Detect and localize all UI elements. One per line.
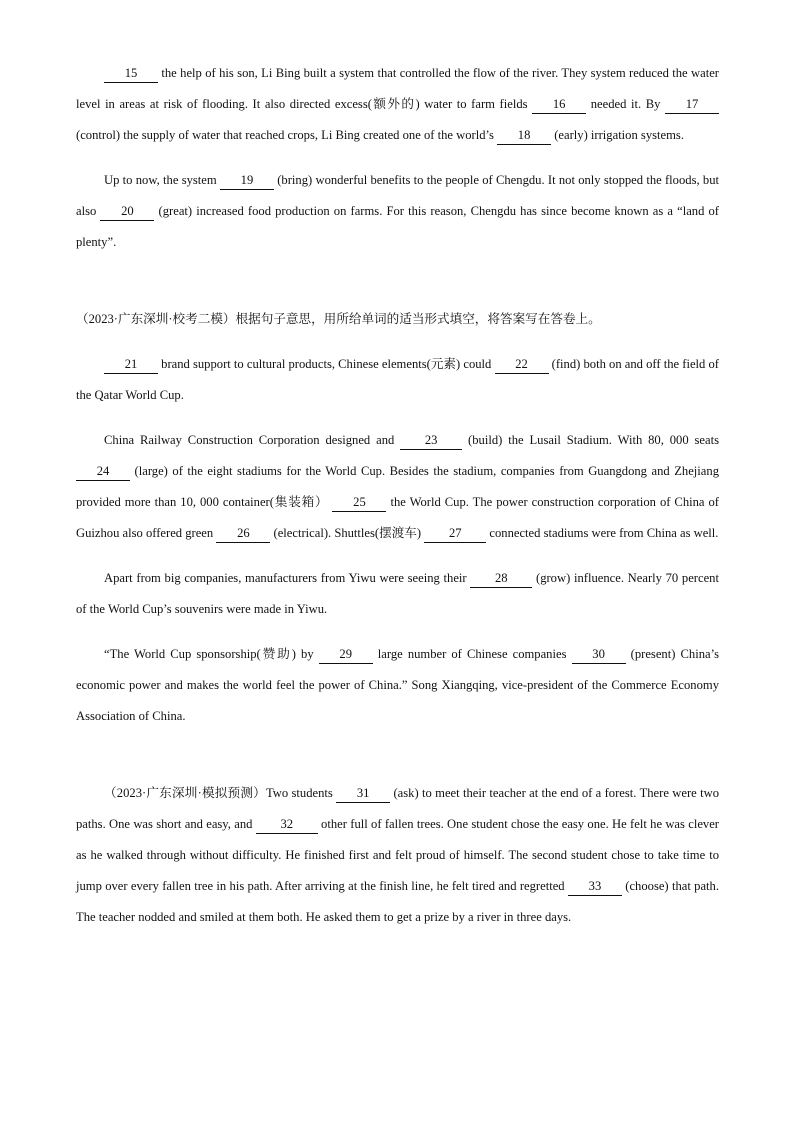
blank-30[interactable]: 30 — [572, 645, 626, 664]
text: (choose) that path. The teacher nodded and smiled at them both. He asked them to get a prize by a river in three days. — [76, 879, 719, 924]
blank-18[interactable]: 18 — [497, 126, 551, 145]
text: (build) the Lusail Stadium. With 80, 000 seats — [462, 433, 719, 447]
text: (grow) influence. Nearly 70 percent of the World Cup’s souvenirs were made in Yiwu. — [76, 571, 719, 616]
blank-32[interactable]: 32 — [256, 815, 318, 834]
text: (large) of the eight stadiums for the World Cup. Besides the stadium, companies from Guangdong and Zhejiang provided more than 10, 000 container(集装箱） — [76, 464, 719, 509]
blank-20[interactable]: 20 — [100, 202, 154, 221]
text: Up to now, the system — [104, 173, 220, 187]
text: brand support to cultural products, Chinese elements(元素) could — [158, 357, 495, 371]
blank-27[interactable]: 27 — [424, 524, 486, 543]
blank-25[interactable]: 25 — [332, 493, 386, 512]
text: (early) irrigation systems. — [551, 128, 684, 142]
text: needed it. By — [586, 97, 665, 111]
blank-31[interactable]: 31 — [336, 784, 390, 803]
blank-24[interactable]: 24 — [76, 462, 130, 481]
passage1-paragraph2 — [76, 165, 719, 258]
blank-17[interactable]: 17 — [665, 95, 719, 114]
text: large number of Chinese companies — [372, 647, 572, 661]
document-page — [76, 58, 719, 933]
passage1-paragraph1 — [76, 58, 719, 151]
passage2-paragraph4 — [76, 639, 719, 732]
passage2-header: （2023·广东深圳·校考二模）根据句子意思，用所给单词的适当形式填空，将答案写在答卷上。 — [76, 312, 601, 326]
blank-29[interactable]: 29 — [319, 645, 373, 664]
blank-22[interactable]: 22 — [495, 355, 549, 374]
text: (bring) wonderful benefits to the people of Chengdu. It not only stopped the floods, but also — [76, 173, 719, 218]
blank-16[interactable]: 16 — [532, 95, 586, 114]
text: “The World Cup sponsorship(赞助) by — [104, 647, 319, 661]
text: (electrical). Shuttles(摆渡车) — [270, 526, 425, 540]
passage3-paragraph1 — [76, 778, 719, 933]
passage2-paragraph3 — [76, 563, 719, 625]
text: (find) both on and off the field of the Qatar World Cup. — [76, 357, 719, 402]
text: the help of his son, Li Bing built a system that controlled the flow of the river. They system reduced the water level in areas at risk of flooding. It also directed excess(额外的) water to farm fields — [76, 66, 719, 111]
text: China Railway Construction Corporation designed and — [104, 433, 401, 447]
passage3-header: （2023·广东深圳·模拟预测）Two students — [104, 786, 337, 800]
blank-15[interactable]: 15 — [104, 64, 158, 83]
blank-19[interactable]: 19 — [220, 171, 274, 190]
text: (control) the supply of water that reached crops, Li Bing created one of the world’s — [76, 128, 498, 142]
text: (present) China’s economic power and makes the world feel the power of China.” Song Xiangqing, vice-president of the Commerce Economy Association of China. — [76, 647, 719, 723]
text: (great) increased food production on farms. For this reason, Chengdu has since become known as a “land of plenty”. — [76, 204, 720, 249]
passage2-paragraph2 — [76, 425, 719, 549]
blank-23[interactable]: 23 — [400, 431, 462, 450]
text: connected stadiums were from China as well. — [486, 526, 719, 540]
blank-28[interactable]: 28 — [470, 569, 532, 588]
text: other full of fallen trees. One student chose the easy one. He felt he was clever as he walked through without difficulty. He finished first and felt proud of himself. The second student chose to take time to jump over every fallen tree in his path. After arriving at the finish line, he felt tired and regretted — [76, 817, 719, 893]
text: the World Cup. The power construction corporation of China of Guizhou also offered green — [76, 495, 719, 540]
text: (ask) to meet their teacher at the end of a forest. There were two paths. One was short and easy, and — [76, 786, 719, 831]
text: Apart from big companies, manufacturers from Yiwu were seeing their — [104, 571, 471, 585]
blank-26[interactable]: 26 — [216, 524, 270, 543]
blank-21[interactable]: 21 — [104, 355, 158, 374]
passage2-paragraph1 — [76, 349, 719, 411]
blank-33[interactable]: 33 — [568, 877, 622, 896]
